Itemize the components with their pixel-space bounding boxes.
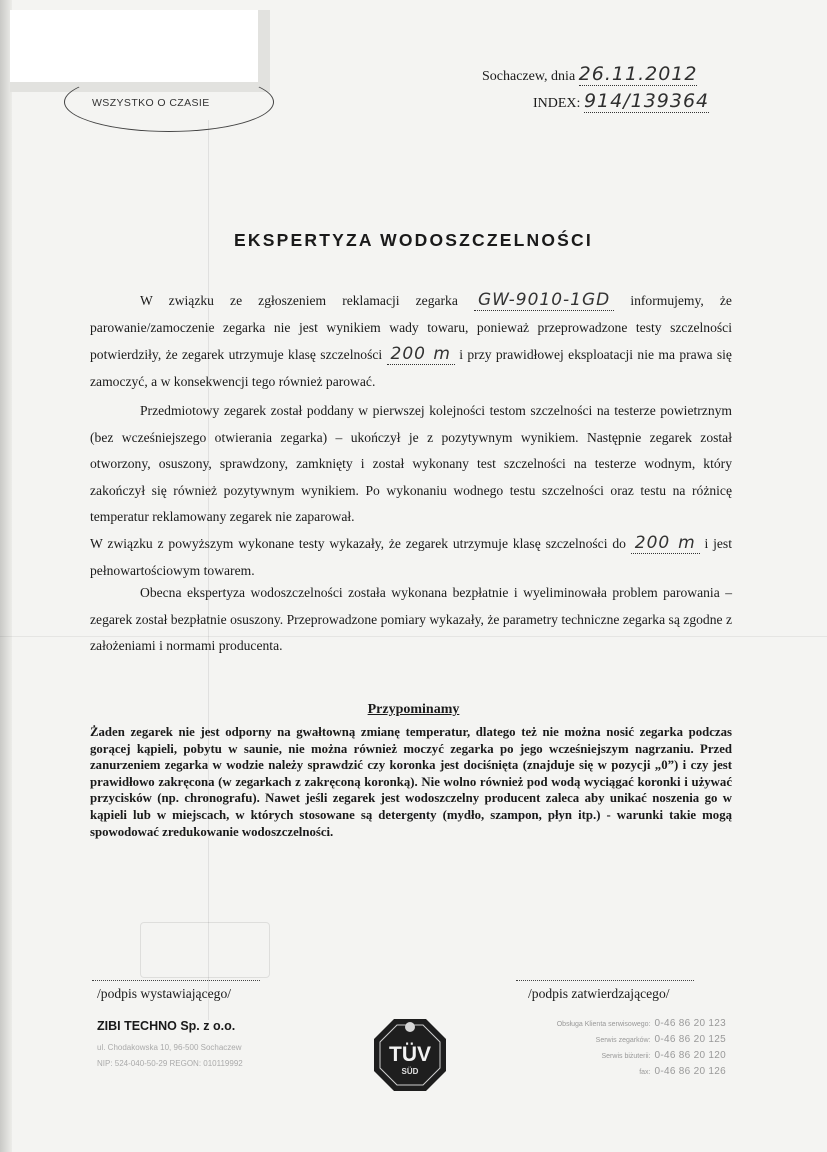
- logo-covered-patch: [10, 10, 258, 82]
- signature-line-approver: [516, 980, 694, 982]
- contact-label: Serwis biżuterii:: [601, 1053, 651, 1060]
- logo-slogan: WSZYSTKO O CZASIE: [92, 97, 210, 109]
- paragraph-conclusion-part2: i jest pełnowartościowym towarem.: [90, 536, 732, 578]
- contact-row: [536, 1034, 726, 1050]
- reminder-title: Przypominamy: [367, 702, 460, 717]
- contact-row: [536, 1018, 726, 1034]
- watch-model: GW-9010-1GD: [474, 290, 614, 311]
- paragraph-tests: Przedmiotowy zegarek został poddany w pierwszej kolejności testom szczelności na testerze powietrznym (bez wcześniejszego otwierania zegarka) – ukończył je z pozytywnym wynikiem. Następnie zegarek został otworzony, osuszony, sprawdzony, zamknięty i został wykonany test szczelności na testerze wodnym, który zakończył się również pozytywnym wynikiem. Po wykonaniu wodnego testu szczelności oraz testu na różnicę temperatur reklamowany zegarek nie zaparował.: [90, 403, 732, 524]
- company-tax-ids: NIP: 524-040-50-29 REGON: 010119992: [97, 1059, 243, 1068]
- paragraph-intro-part2: informujemy, że parowanie/zamoczenie zegarka nie jest wynikiem wady towaru, ponieważ przeprowadzone testy szczelności potwierdziły, że zegarek utrzymuje klasę szczelności: [90, 293, 732, 362]
- faded-stamp: [140, 922, 270, 978]
- paragraph-summary: Obecna ekspertyza wodoszczelności została wykonana bezpłatnie i wyeliminowała problem parowania – zegarek został bezpłatnie osuszony. Przeprowadzone pomiary wykazały, że parametry techniczne zegarka są zgodne z założeniami i normami producenta.: [90, 585, 732, 653]
- tuv-mark-subtext: SÜD: [401, 1067, 419, 1076]
- contact-label: Obsługa Klienta serwisowego:: [556, 1021, 651, 1028]
- document-title: EKSPERTYZA WODOSZCZELNOŚCI: [234, 230, 593, 250]
- contact-number: 0-46 86 20 125: [654, 1034, 726, 1045]
- contact-row: [536, 1066, 726, 1082]
- contact-list: [536, 1018, 726, 1082]
- index-line: [533, 90, 709, 113]
- tuv-mark-text: TÜV: [389, 1043, 431, 1066]
- contact-number: 0-46 86 20 126: [654, 1066, 726, 1077]
- company-name: ZIBI TECHNO Sp. z o.o.: [97, 1019, 236, 1033]
- signature-label-approver: /podpis zatwierdzającego/: [528, 986, 670, 1001]
- contact-label: fax:: [639, 1069, 651, 1076]
- paragraph-intro-part3: i przy prawidłowej eksploatacji nie ma prawa się zamoczyć, a w konsekwencji tego również parować.: [90, 347, 732, 389]
- date-label: Sochaczew, dnia: [482, 69, 576, 84]
- company-address: ul. Chodakowska 10, 96-500 Sochaczew: [97, 1043, 242, 1052]
- signature-line-issuer: [92, 980, 260, 982]
- index-label: INDEX:: [533, 96, 581, 111]
- index-value: 914/139364: [583, 90, 710, 112]
- paragraph-intro: [90, 287, 732, 395]
- tuv-certification-icon: [372, 1017, 448, 1093]
- water-resistance-class-confirmed: 200 m: [631, 533, 700, 554]
- contact-number: 0-46 86 20 123: [654, 1018, 726, 1029]
- date-line: [482, 63, 697, 86]
- contact-row: [536, 1050, 726, 1066]
- scan-edge: [0, 0, 12, 1152]
- contact-number: 0-46 86 20 120: [654, 1050, 726, 1061]
- paragraph-conclusion: [90, 530, 732, 584]
- paragraph-intro-part1: W związku ze zgłoszeniem reklamacji zegarka: [140, 293, 458, 308]
- signature-label-issuer: /podpis wystawiającego/: [97, 986, 232, 1001]
- paragraph-conclusion-part1: W związku z powyższym wykonane testy wykazały, że zegarek utrzymuje klasę szczelności do: [90, 536, 626, 551]
- contact-label: Serwis zegarków:: [595, 1037, 651, 1044]
- water-resistance-class: 200 m: [387, 344, 455, 365]
- reminder-text: Żaden zegarek nie jest odporny na gwałtowną zmianę temperatur, dlatego też nie można nosić zegarka podczas gorącej kąpieli, pobytu w saunie, nie można również moczyć zegarka po jego wcześniejszym nagrzaniu. Przed zanurzeniem zegarka w wodzie należy sprawdzić czy koronka jest dociśnięta (znajduje się w pozycji „0”) i czy jest prawidłowo zakręcona (w zegarkach z zakręconą koronką). Nie wolno również pod wodą wyciągać koronki i używać przycisków (np. chronografu). Nawet jeśli zegarek jest wodoszczelny producent zaleca aby unikać noszenia go w kąpieli lub w miejscach, w których stosowane są detergenty (mydło, szampon, płyn itp.) - warunki takie mogą spowodować zredukowanie wodoszczelności.: [90, 725, 732, 839]
- date-value: 26.11.2012: [578, 63, 698, 85]
